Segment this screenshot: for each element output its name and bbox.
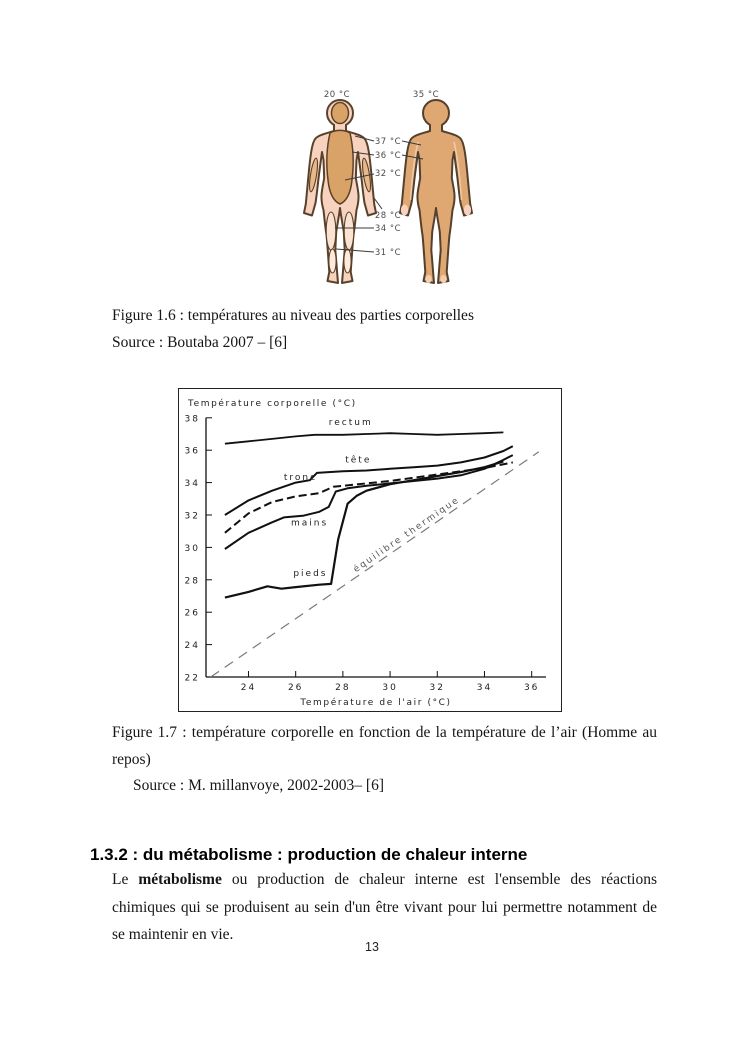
svg-text:28: 28 <box>335 683 351 693</box>
left-calf-isotherm <box>329 249 336 273</box>
svg-text:26: 26 <box>184 608 200 619</box>
svg-text:24: 24 <box>184 641 200 652</box>
figure-1-7-source: Source : M. millanvoye, 2002-2003– [6] <box>133 777 384 794</box>
paragraph-lead: Le <box>112 871 139 888</box>
svg-text:34 °C: 34 °C <box>374 224 402 234</box>
svg-text:36 °C: 36 °C <box>374 151 402 161</box>
section-heading: 1.3.2 : du métabolisme : production de chaleur interne <box>90 845 528 864</box>
svg-text:rectum: rectum <box>328 418 373 429</box>
svg-text:tête: tête <box>345 455 372 466</box>
svg-text:Température de l'air (°C): Température de l'air (°C) <box>300 698 452 708</box>
right-thigh-isotherm <box>344 212 354 250</box>
body-temperature-diagram <box>293 86 483 304</box>
svg-text:pieds: pieds <box>293 568 328 579</box>
left-body-figure <box>304 100 376 283</box>
svg-text:équilibre thermique: équilibre thermique <box>351 495 462 575</box>
right-calf-isotherm <box>344 249 351 273</box>
svg-text:34: 34 <box>476 683 493 693</box>
right-body-figure <box>400 100 472 283</box>
left-hand-tip <box>401 205 408 216</box>
svg-text:22: 22 <box>184 673 200 684</box>
figure-1-6-source: Source : Boutaba 2007 – [6] <box>112 334 288 351</box>
svg-text:35 °C: 35 °C <box>412 90 440 100</box>
right-hand-tip <box>464 205 471 216</box>
right-foot-tip <box>440 275 446 283</box>
page-number: 13 <box>365 940 379 954</box>
head-core-region <box>332 103 349 124</box>
left-thigh-isotherm <box>326 212 336 250</box>
svg-text:32 °C: 32 °C <box>374 169 402 179</box>
body-vs-air-temperature-chart <box>178 388 562 712</box>
paragraph-rest: ou production de chaleur interne est l'ensemble des réactions chimiques qui se produisent au sein d'un être vivant pour lui permettre notamment de se maintenir en vie. <box>112 871 657 943</box>
svg-text:38: 38 <box>184 414 200 425</box>
svg-text:34: 34 <box>184 479 200 490</box>
left-foot-tip <box>425 275 431 283</box>
svg-text:Température corporelle (°C): Température corporelle (°C) <box>188 399 357 409</box>
svg-text:30: 30 <box>382 683 398 693</box>
svg-text:30: 30 <box>184 543 200 554</box>
figure-1-6-caption <box>112 302 657 356</box>
svg-text:26: 26 <box>287 683 304 693</box>
figure-1-7-caption-text: Figure 1.7 : température corporelle en fonction de la température de l’air (Homme au repos) <box>112 724 657 768</box>
svg-text:32: 32 <box>429 683 446 693</box>
svg-text:tronc: tronc <box>283 473 318 484</box>
svg-text:mains: mains <box>290 518 329 529</box>
svg-text:36: 36 <box>523 683 540 693</box>
torso-core-region <box>327 130 353 204</box>
paragraph-bold-term: métabolisme <box>138 871 222 888</box>
body-paragraph <box>112 866 657 949</box>
svg-text:28: 28 <box>184 576 200 587</box>
svg-text:31 °C: 31 °C <box>374 248 402 258</box>
svg-text:24: 24 <box>240 683 257 693</box>
svg-text:32: 32 <box>184 511 200 522</box>
figure-1-7-caption <box>112 719 657 773</box>
svg-text:37 °C: 37 °C <box>374 137 402 147</box>
figure-1-6-caption-line1: Figure 1.6 : températures au niveau des parties corporelles <box>112 307 474 324</box>
chart-canvas <box>179 389 559 709</box>
svg-text:28 °C: 28 °C <box>374 211 402 221</box>
svg-text:20 °C: 20 °C <box>323 90 351 100</box>
svg-text:36: 36 <box>184 446 200 457</box>
